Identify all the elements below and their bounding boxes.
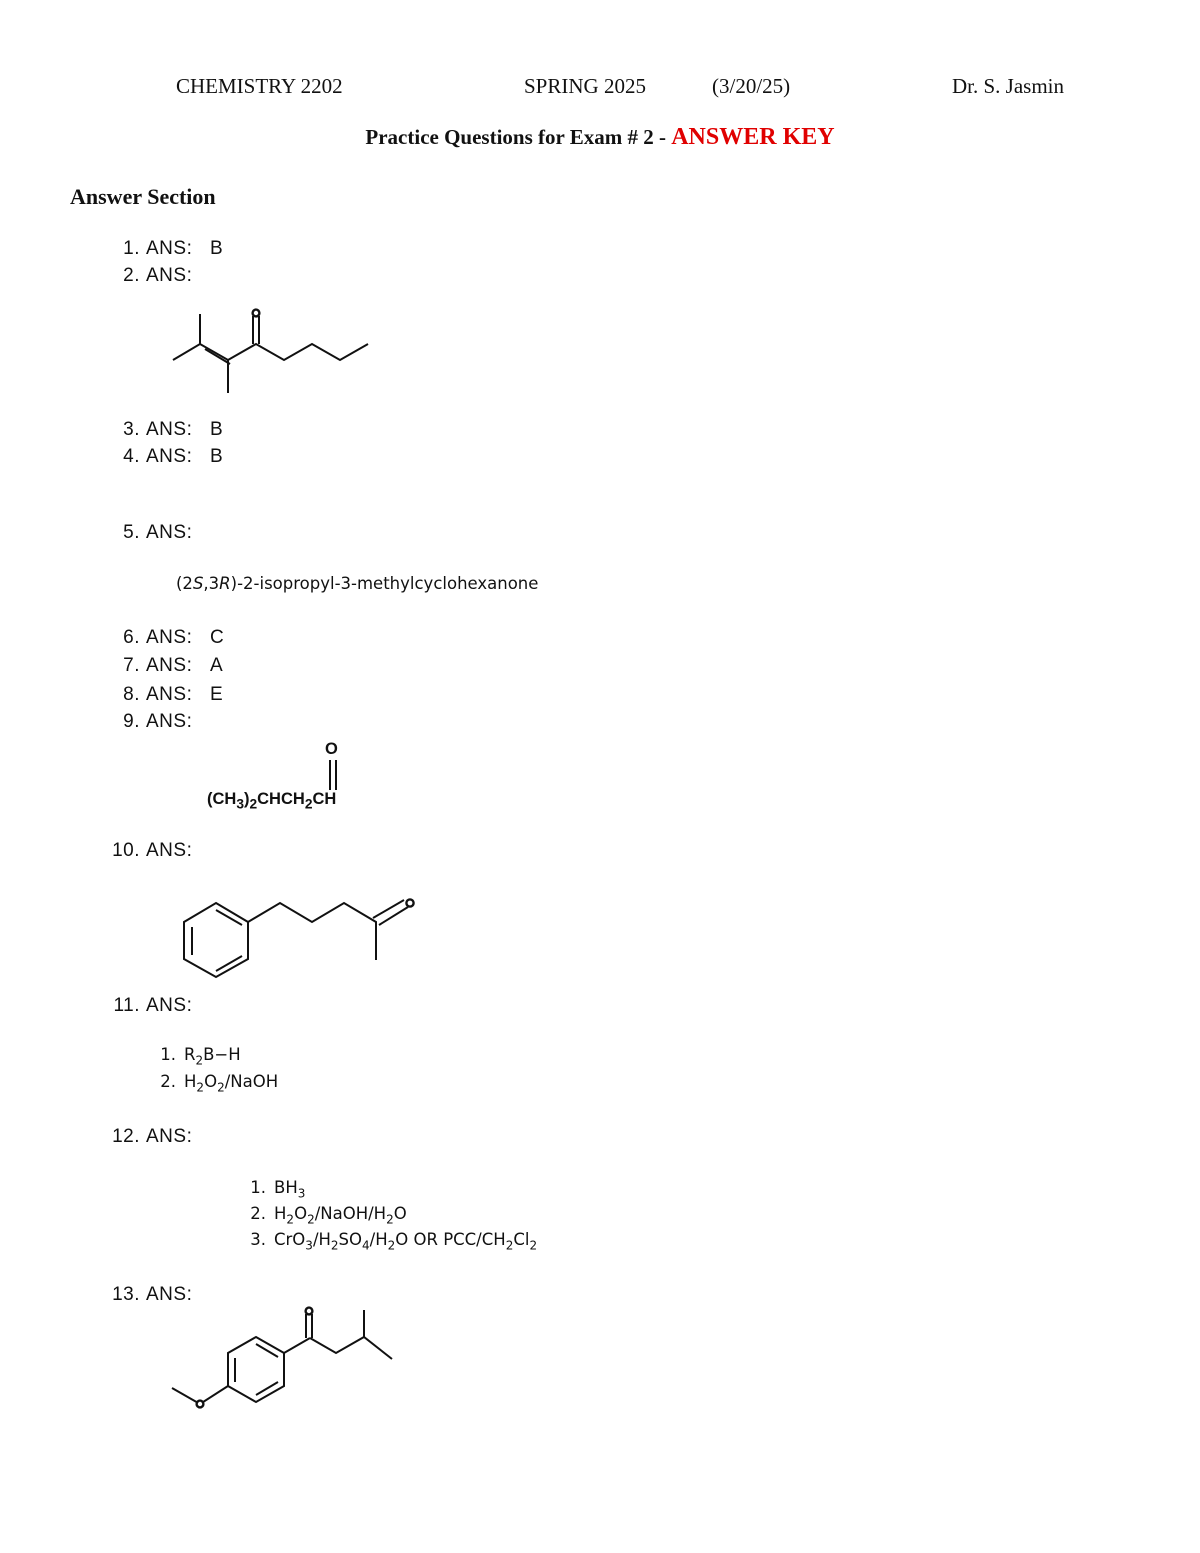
answer-3: 3. ANS: B — [123, 419, 224, 440]
answer-9: 9. ANS: — [123, 711, 193, 732]
answer-1: 1. ANS: B — [123, 238, 224, 259]
q10-structure — [170, 885, 420, 985]
answer-10: 10. ANS: — [112, 840, 193, 861]
instructor: Dr. S. Jasmin — [952, 74, 1065, 98]
q9-double-bond — [326, 760, 340, 792]
date: (3/20/25) — [712, 74, 791, 98]
q11-step-2: 2. $H_2O_2$/NaOH — [160, 1072, 279, 1095]
q5-compound-name: (2S,3R)-2-isopropyl-3-methylcyclohexanone — [176, 574, 539, 593]
q9-oxygen-label: O — [325, 740, 338, 758]
course-name: CHEMISTRY 2202 — [176, 74, 343, 98]
answer-12: 12. ANS: — [112, 1126, 193, 1147]
q13-structure — [160, 1300, 410, 1420]
answer-13: 13. ANS: — [112, 1284, 193, 1305]
answer-2: 2. ANS: — [123, 265, 193, 286]
section-title: Answer Section — [70, 184, 216, 209]
page-title — [0, 124, 1200, 151]
answer-key-label: ANSWER KEY — [671, 124, 835, 150]
term: SPRING 2025 — [524, 74, 646, 98]
q9-formula: $(CH_3)_2CHCH_2CH$ — [207, 790, 337, 812]
answer-8: 8. ANS: E — [123, 684, 224, 705]
q2-structure — [160, 300, 380, 400]
q12-step-2: 2. $H_2O_2/NaOH/H_2O$ — [250, 1204, 407, 1227]
answer-6: 6. ANS: C — [123, 627, 225, 648]
answer-7: 7. ANS: A — [123, 655, 224, 676]
q12-step-3: 3. $CrO_3/H_2SO_4/H_2O$ OR PCC/$CH_2Cl_2$ — [250, 1230, 538, 1253]
q12-step-1: 1. $BH_3$ — [250, 1178, 306, 1201]
answer-11: 11. ANS: — [113, 995, 193, 1016]
answer-4: 4. ANS: B — [123, 446, 224, 467]
q11-step-1: 1. $R_2B-H$ — [160, 1045, 241, 1068]
title-main: Practice Questions for Exam # 2 - — [365, 125, 672, 149]
answer-5: 5. ANS: — [123, 522, 193, 543]
